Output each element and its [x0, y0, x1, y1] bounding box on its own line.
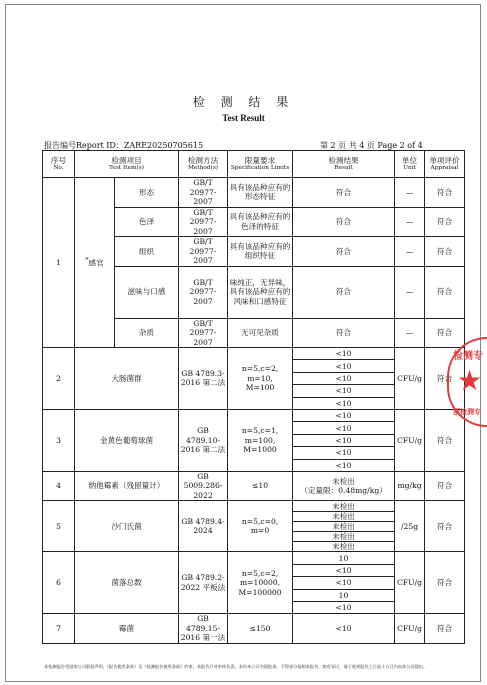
test-result: <10	[293, 577, 395, 589]
test-result: <10	[293, 614, 395, 644]
unit: CFU/g	[395, 614, 425, 644]
header-method: 检测方法 Method(s)	[179, 151, 228, 178]
appraisal: 符合	[425, 178, 465, 208]
test-item: 金黄色葡萄球菌	[75, 409, 179, 471]
test-result: <10	[293, 372, 395, 384]
result-table	[42, 150, 465, 644]
test-result: 10	[293, 589, 395, 601]
test-result: <10	[293, 348, 395, 360]
unit: mg/kg	[395, 471, 425, 501]
appraisal: 符合	[425, 614, 465, 644]
row-number: 1	[43, 178, 75, 348]
unit: —	[395, 237, 425, 267]
appraisal: 符合	[425, 409, 465, 471]
test-result: 符合	[293, 207, 395, 237]
test-result: 未检出 （定量限：0.48mg/kg）	[293, 471, 395, 501]
spec-limit: 味纯正，无异味，具有该品种应有的风味和口感特征	[228, 266, 293, 318]
test-result: 未检出	[293, 531, 395, 541]
test-result: <10	[293, 459, 395, 471]
test-result: <10	[293, 385, 395, 397]
test-result: 符合	[293, 237, 395, 267]
header-item: 检测项目 Test Item(s)	[75, 151, 179, 178]
test-method: GB 4789.10-2016 第二法	[179, 409, 228, 471]
table-row	[43, 471, 465, 501]
table-row	[43, 348, 465, 360]
unit: —	[395, 266, 425, 318]
test-method: GB/T 20977-2007	[179, 207, 228, 237]
header-no: 序号 No.	[43, 151, 75, 178]
test-result: <10	[293, 397, 395, 409]
spec-limit: ≤10	[228, 471, 293, 501]
test-item: 大肠菌群	[75, 348, 179, 410]
test-result: <10	[293, 422, 395, 434]
appraisal: 符合	[425, 237, 465, 267]
test-item: 杂质	[115, 318, 179, 348]
row-number: 5	[43, 501, 75, 552]
test-item: 霉菌	[75, 614, 179, 644]
test-item: 菌落总数	[75, 552, 179, 614]
unit: CFU/g	[395, 552, 425, 614]
appraisal: 符合	[425, 552, 465, 614]
test-item: 滋味与口感	[115, 266, 179, 318]
row-number: 3	[43, 409, 75, 471]
table-row	[43, 552, 465, 564]
header-appraisal: 单项评价 Appraisal	[425, 151, 465, 178]
page-subtitle: Test Result	[222, 113, 265, 123]
table-row	[43, 614, 465, 644]
unit: —	[395, 318, 425, 348]
spec-limit: ≤150	[228, 614, 293, 644]
test-method: GB/T 20977-2007	[179, 266, 228, 318]
test-item: 形态	[115, 178, 179, 208]
spec-limit: 具有该品种应有的色泽的特征	[228, 207, 293, 237]
appraisal: 符合	[425, 266, 465, 318]
test-result: <10	[293, 360, 395, 372]
row-number: 4	[43, 471, 75, 501]
inspection-stamp: 检测专 ★ 浙检测专	[447, 337, 487, 427]
report-id: 报告编号Report ID：ZARE20250705615	[44, 141, 204, 150]
test-result: 未检出	[293, 501, 395, 511]
row-number: 2	[43, 348, 75, 410]
test-item: 沙门氏菌	[75, 501, 179, 552]
star-icon: ★	[457, 364, 483, 397]
asterisk-mark: *	[85, 257, 89, 265]
appraisal: 符合	[425, 501, 465, 552]
test-method: GB 4789.4-2024	[179, 501, 228, 552]
appraisal: 符合	[425, 318, 465, 348]
test-method: GB/T 20977-2007	[179, 178, 228, 208]
test-result: <10	[293, 447, 395, 459]
test-method: GB/T 20977-2007	[179, 318, 228, 348]
test-item: 组织	[115, 237, 179, 267]
test-result: <10	[293, 434, 395, 446]
appraisal: 符合	[425, 207, 465, 237]
test-method: GB 4789.15-2016 第一法	[179, 614, 228, 644]
test-result: 符合	[293, 318, 395, 348]
table-row	[43, 501, 465, 511]
spec-limit: n=5,c=1, m=100, M=1000	[228, 409, 293, 471]
spec-limit: n=5,c=2, m=10, M=100	[228, 348, 293, 410]
spec-limit: 无可见杂质	[228, 318, 293, 348]
test-result: <10	[293, 564, 395, 576]
unit: CFU/g	[395, 409, 425, 471]
footnote: 本检测报告受国家公司版权声明，《报告使用条款》及《检测报告使用条款》约束，本报告只对来样负责，未经本公司书面批准，不得部分复制本报告，如有异议，请于收到报告之日起十五日内向本公司提出。	[44, 664, 428, 669]
test-result: <10	[293, 601, 395, 613]
test-method: GB 4789.2-2022 平板法	[179, 552, 228, 614]
unit: CFU/g	[395, 348, 425, 410]
spec-limit: n=5,c=0, m=0	[228, 501, 293, 552]
test-item: 纳他霉素（残留量计）	[75, 471, 179, 501]
test-method: GB 4789.3-2016 第二法	[179, 348, 228, 410]
unit: /25g	[395, 501, 425, 552]
table-row	[43, 178, 465, 208]
unit: —	[395, 207, 425, 237]
test-method: GB 5009.286-2022	[179, 471, 228, 501]
test-result: 符合	[293, 178, 395, 208]
test-result: 符合	[293, 266, 395, 318]
appraisal: 符合	[425, 348, 465, 410]
spec-limit: 具有该品种应有的形态特征	[228, 178, 293, 208]
spec-limit: n=5,c=2, m=10000, M=100000	[228, 552, 293, 614]
test-item: 色泽	[115, 207, 179, 237]
appraisal: 符合	[425, 471, 465, 501]
unit: —	[395, 178, 425, 208]
header-result: 检测结果 Result	[293, 151, 395, 178]
header-unit: 单位 Unit	[395, 151, 425, 178]
test-result: <10	[293, 409, 395, 421]
spec-limit: 具有该品种应有的组织特征	[228, 237, 293, 267]
test-result: 未检出	[293, 511, 395, 521]
page-title: 检 测 结 果	[192, 95, 295, 109]
test-result: 未检出	[293, 542, 395, 552]
sensory-group	[75, 178, 115, 348]
test-method: GB/T 20977-2007	[179, 237, 228, 267]
test-result: 未检出	[293, 521, 395, 531]
sensory-group-label: 感官	[88, 259, 104, 269]
header-limit: 限量要求 Specification Limits	[228, 151, 293, 178]
row-number: 6	[43, 552, 75, 614]
page-number: 第 2 页 共 4 页 Page 2 of 4	[320, 141, 423, 150]
row-number: 7	[43, 614, 75, 644]
table-row	[43, 409, 465, 421]
test-result: 10	[293, 552, 395, 564]
